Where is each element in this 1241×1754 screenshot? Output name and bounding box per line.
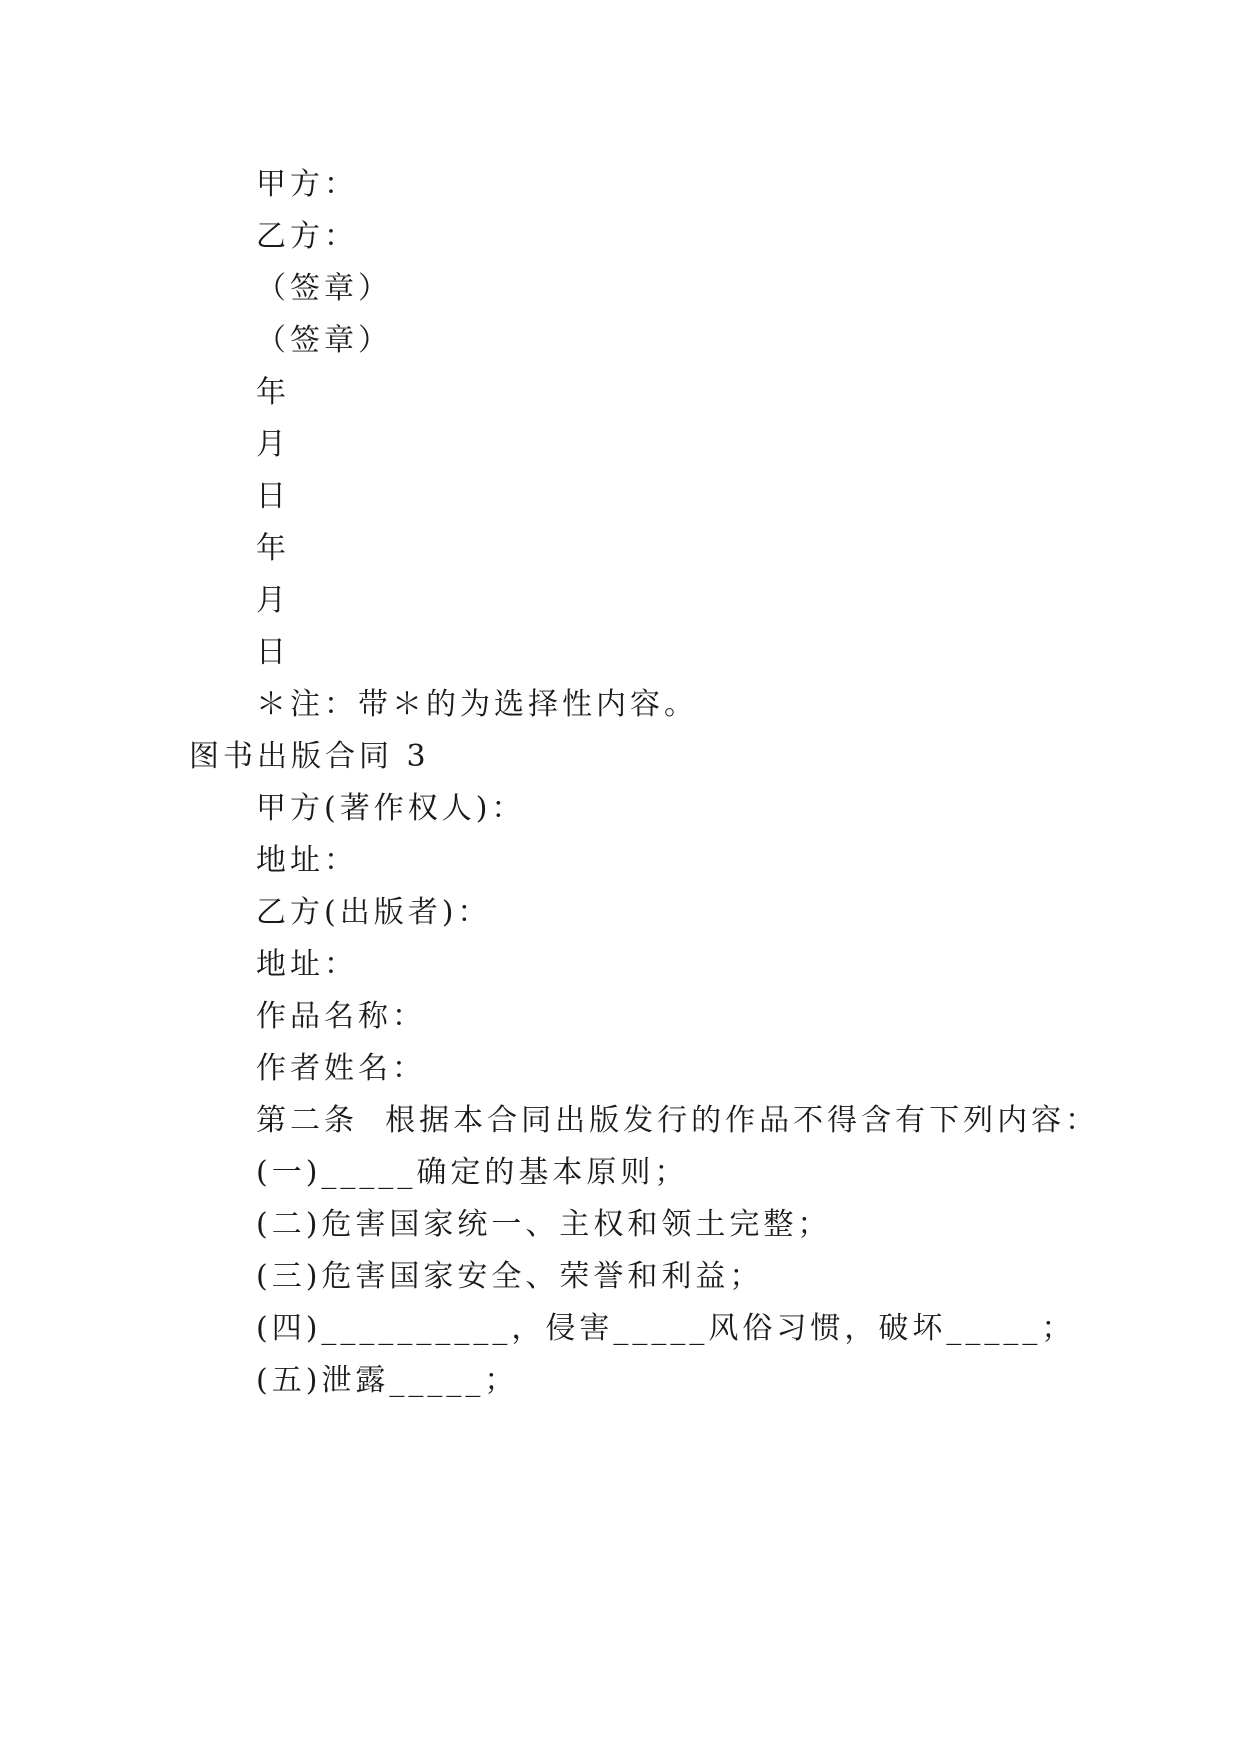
section-title: 图书出版合同 3 xyxy=(189,739,430,774)
date-day-label: 日 xyxy=(256,479,290,514)
article-two-paragraph: 第二条 根据本合同出版发行的作品不得含有下列内容： xyxy=(256,1103,1100,1138)
party-a-label: 甲方： xyxy=(256,167,358,202)
address-label: 地址： xyxy=(256,843,358,878)
party-b-label: 乙方： xyxy=(256,219,358,254)
party-b-publisher-label: 乙方(出版者)： xyxy=(256,895,492,930)
clause-item: (一)_____确定的基本原则； xyxy=(256,1155,689,1190)
date-year-label: 年 xyxy=(256,375,290,410)
date-month-label: 月 xyxy=(256,583,290,618)
clause-item: (三)危害国家安全、荣誉和利益； xyxy=(256,1259,764,1294)
signature-label: （签章） xyxy=(256,271,392,306)
clause-item: (四)__________，侵害_____风俗习惯，破坏_____； xyxy=(256,1311,1076,1346)
clause-item: (五)泄露_____； xyxy=(256,1363,519,1398)
date-month-label: 月 xyxy=(256,427,290,462)
author-name-label: 作者姓名： xyxy=(256,1051,426,1086)
date-year-label: 年 xyxy=(256,531,290,566)
note-text: ＊注：带＊的为选择性内容。 xyxy=(256,687,698,722)
clause-item: (二)危害国家统一、主权和领土完整； xyxy=(256,1207,832,1242)
work-title-label: 作品名称： xyxy=(256,999,426,1034)
signature-label: （签章） xyxy=(256,323,392,358)
party-a-copyright-holder-label: 甲方(著作权人)： xyxy=(256,791,526,826)
address-label: 地址： xyxy=(256,947,358,982)
date-day-label: 日 xyxy=(256,635,290,670)
